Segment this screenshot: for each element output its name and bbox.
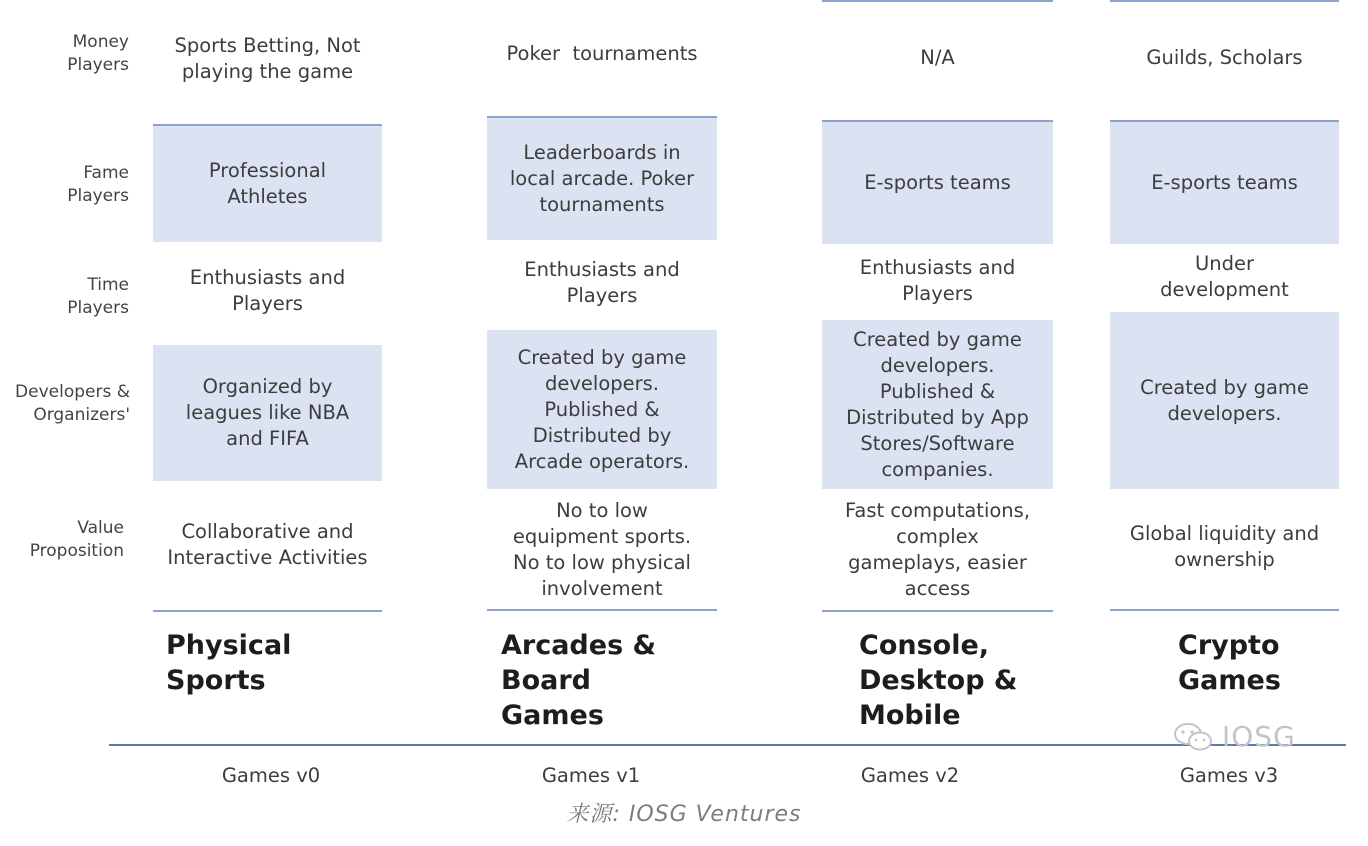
row-label-money: Money Players: [67, 32, 129, 75]
cell-value-col2: No to low equipment sports. No to low physical involvement: [512, 499, 692, 600]
cell-developers-col3: Created by game developers. Published & Distributed by App Stores/Software companies.: [822, 320, 1053, 489]
rule-title-col2: [487, 609, 717, 611]
watermark-text: IOSG: [1222, 720, 1296, 753]
row-label-developers: Developers & Organizers': [15, 382, 130, 425]
cell-value-col3: Fast computations, complex gameplays, easier access: [844, 499, 1031, 600]
rule-title-col4: [1110, 609, 1339, 611]
source-caption: 来源: IOSG Ventures: [566, 802, 802, 827]
version-col3: Games v2: [860, 764, 960, 787]
title-col4: Crypto Games: [1178, 630, 1281, 696]
cell-developers-col2: Created by game developers. Published & Distributed by Arcade operators.: [487, 330, 717, 489]
iosg-watermark: [1172, 720, 1296, 753]
cell-developers-col4: Created by game developers.: [1110, 312, 1339, 489]
top-rule-col3: [822, 0, 1053, 2]
cell-money-col3: N/A: [920, 46, 955, 69]
cell-fame-col2: Leaderboards in local arcade. Poker tournaments: [487, 116, 717, 240]
version-col2: Games v1: [541, 764, 641, 787]
rule-title-col3: [822, 610, 1053, 612]
rule-title-col1: [153, 610, 382, 612]
title-col1: Physical Sports: [166, 630, 292, 696]
timeline-baseline: [109, 744, 1346, 746]
version-col4: Games v3: [1179, 764, 1279, 787]
cell-fame-col1: Professional Athletes: [153, 124, 382, 242]
cell-fame-col3: E-sports teams: [822, 120, 1053, 244]
cell-money-col2: Poker tournaments: [506, 42, 698, 65]
top-rule-col4: [1110, 0, 1339, 2]
cell-time-col3: Enthusiasts and Players: [859, 256, 1016, 305]
row-label-fame: Fame Players: [67, 163, 129, 206]
cell-fame-col4: E-sports teams: [1110, 120, 1339, 244]
cell-money-col1: Sports Betting, Not playing the game: [174, 34, 361, 83]
cell-time-col2: Enthusiasts and Players: [524, 258, 680, 307]
row-label-time: Time Players: [67, 275, 129, 318]
wechat-icon: [1172, 721, 1216, 753]
cell-value-col1: Collaborative and Interactive Activities: [167, 520, 368, 569]
version-col1: Games v0: [221, 764, 321, 787]
cell-time-col4: Under development: [1160, 252, 1289, 301]
cell-value-col4: Global liquidity and ownership: [1129, 522, 1320, 571]
cell-developers-col1: Organized by leagues like NBA and FIFA: [153, 345, 382, 481]
title-col2: Arcades & Board Games: [501, 630, 657, 731]
title-col3: Console, Desktop & Mobile: [859, 630, 1018, 731]
row-label-value: Value Proposition: [29, 518, 124, 561]
cell-time-col1: Enthusiasts and Players: [189, 266, 346, 315]
cell-money-col4: Guilds, Scholars: [1146, 46, 1303, 69]
